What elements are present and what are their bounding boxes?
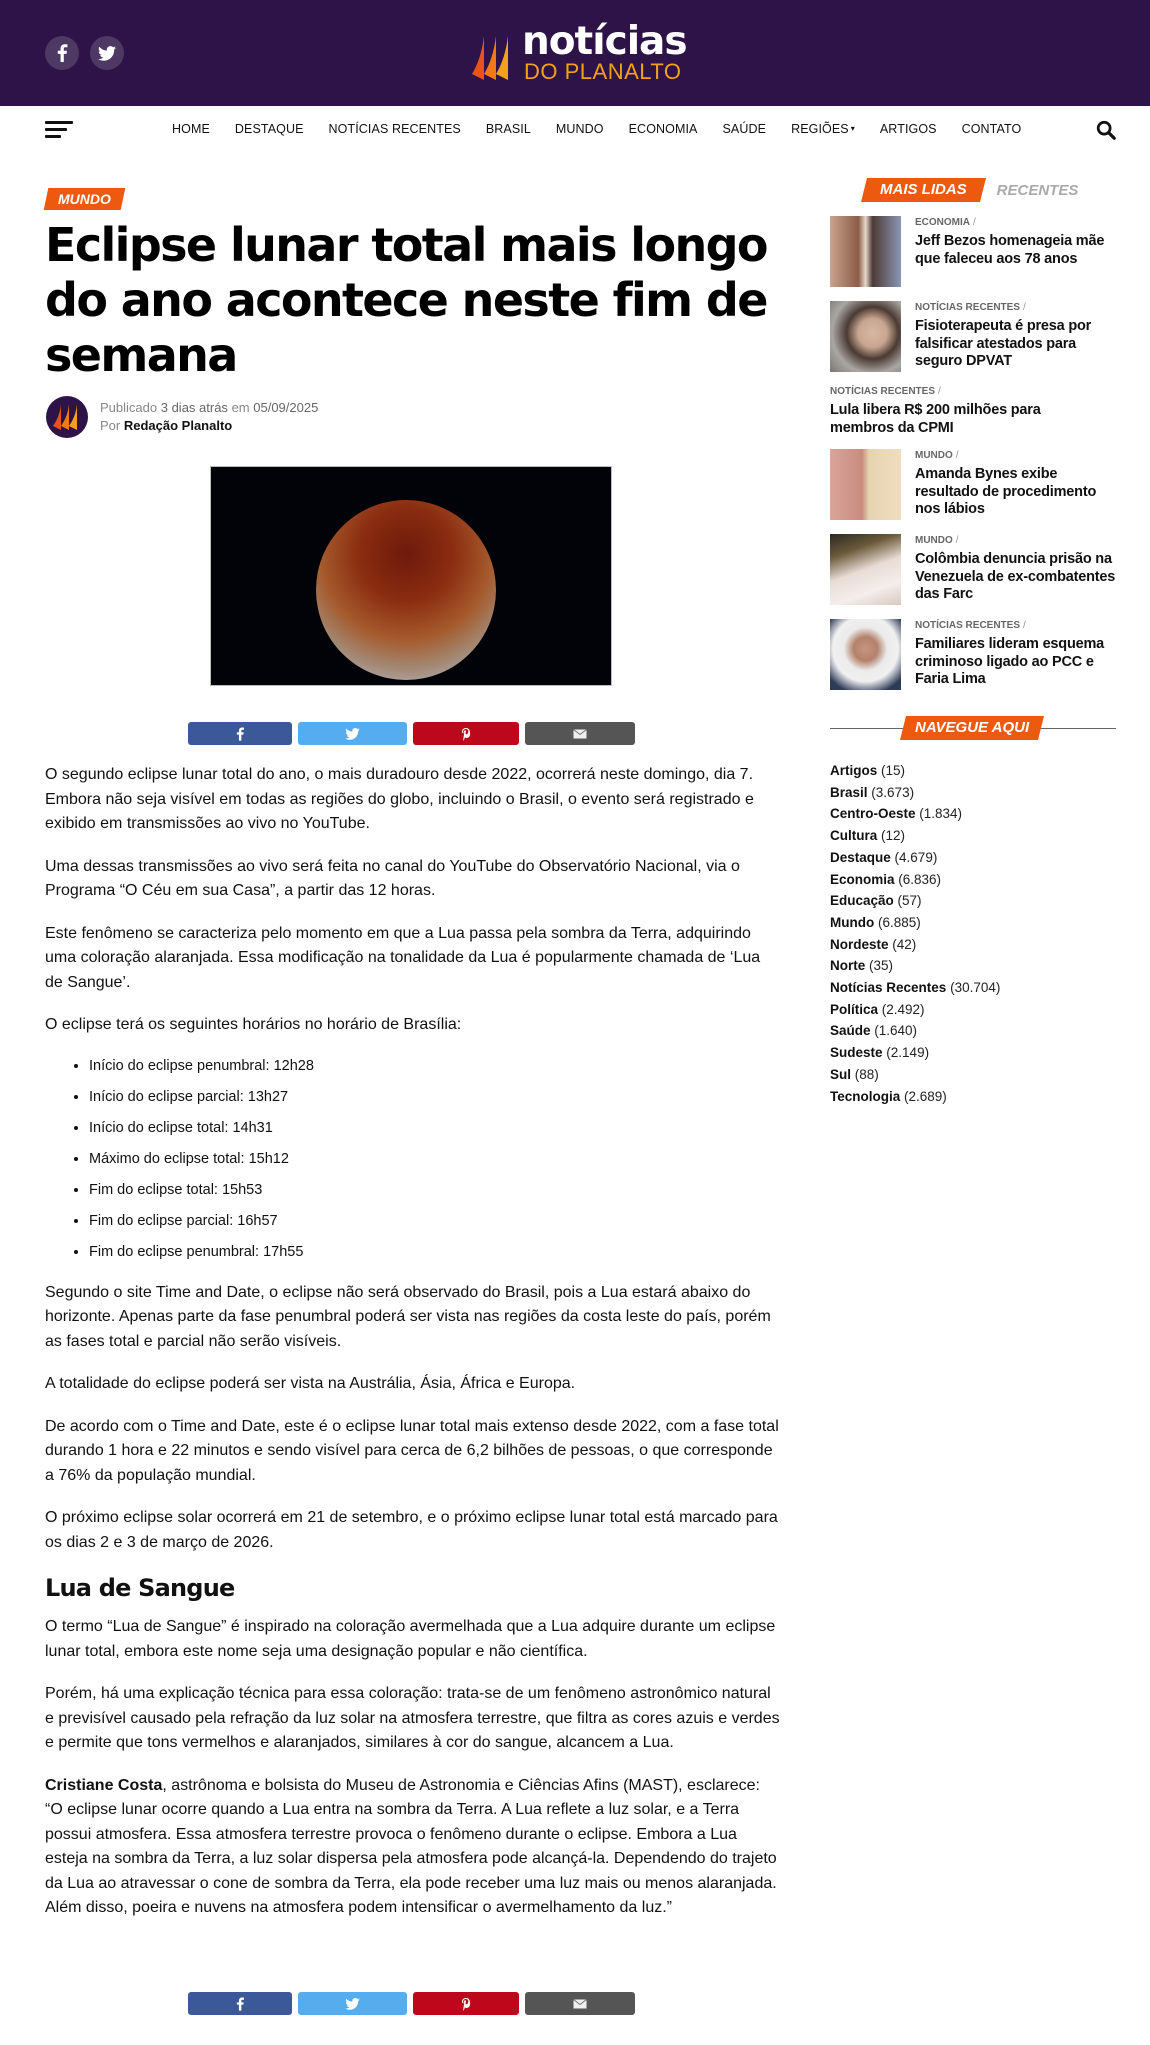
article-title-link[interactable]: Jeff Bezos homenageia mãe que faleceu aos 78 anos: [915, 233, 1105, 267]
quote-paragraph: [45, 1774, 780, 1921]
pinterest-icon: [461, 727, 471, 741]
category-item[interactable]: Política (2.492): [830, 1001, 925, 1017]
article-thumbnail[interactable]: [830, 449, 901, 520]
category-item[interactable]: Nordeste (42): [830, 936, 917, 952]
category-item[interactable]: Tecnologia (2.689): [830, 1088, 947, 1104]
logo-subtitle: DO PLANALTO: [524, 59, 682, 84]
paragraph: Porém, há uma explicação técnica para essa coloração: trata-se de um fenômeno astronômico natural e previsível causado pela refração da luz solar na atmosfera terrestre, que filtra as cores azuis e verdes e permite que tons vermelhos e alaranjados, similares à cor do sangue, alcancem a Lua.: [45, 1685, 780, 1751]
paragraph: De acordo com o Time and Date, este é o eclipse lunar total mais extenso desde 2022, com a fase total durando 1 hora e 22 minutos e sendo visível para cerca de 6,2 bilhões de pessoas, o que corresponde a 76% da população mundial.: [45, 1417, 779, 1484]
hamburger-icon-line: [45, 135, 61, 138]
article-thumbnail[interactable]: [830, 216, 901, 287]
nav-item-economia[interactable]: ECONOMIA: [628, 122, 698, 136]
category-item[interactable]: Sudeste (2.149): [830, 1045, 930, 1061]
nav-item-saude[interactable]: SAÚDE: [722, 122, 767, 136]
article-thumbnail[interactable]: [830, 619, 901, 690]
category-item[interactable]: Centro-Oeste (1.834): [830, 806, 963, 822]
byline: Por Redação Planalto: [100, 418, 233, 433]
site-logo[interactable]: [472, 19, 692, 86]
share-pinterest-button[interactable]: [413, 1992, 519, 2015]
nav-item-destaque[interactable]: DESTAQUE: [234, 122, 304, 136]
list-item: • Fim do eclipse penumbral: 17h55: [89, 1242, 780, 1263]
nav-item-brasil[interactable]: BRASIL: [485, 122, 531, 136]
list-item: • Início do eclipse parcial: 13h27: [89, 1087, 780, 1108]
category-item[interactable]: Brasil (3.673): [830, 784, 915, 800]
article-body: [45, 763, 780, 1939]
nav-menu: [172, 106, 1046, 152]
article-title-link[interactable]: Fisioterapeuta é presa por falsificar atestados para seguro DPVAT: [915, 318, 1092, 369]
twitter-link[interactable]: [90, 36, 124, 70]
facebook-link[interactable]: [45, 36, 79, 70]
category-item[interactable]: Saúde (1.640): [830, 1023, 918, 1039]
sidebar-tabs: [864, 178, 1078, 202]
section-heading: Lua de Sangue: [45, 1574, 235, 1602]
paragraph: O eclipse terá os seguintes horários no horário de Brasília:: [45, 1016, 462, 1033]
list-item: • Máximo do eclipse total: 15h12: [89, 1149, 780, 1170]
twitter-icon: [98, 46, 116, 61]
article-category[interactable]: MUNDO /: [915, 450, 959, 461]
category-tag[interactable]: MUNDO: [44, 188, 126, 210]
share-facebook-button[interactable]: [188, 722, 292, 745]
category-item[interactable]: Norte (35): [830, 958, 894, 974]
twitter-icon: [345, 1998, 360, 2010]
share-facebook-button[interactable]: [188, 1992, 292, 2015]
sidebar-article[interactable]: [830, 385, 1120, 437]
author-link[interactable]: Redação Planalto: [123, 418, 233, 433]
nav-item-home[interactable]: HOME: [172, 122, 210, 136]
article-category[interactable]: NOTÍCIAS RECENTES /: [915, 620, 1026, 631]
facebook-icon: [236, 1997, 244, 2011]
category-item[interactable]: Destaque (4.679): [830, 849, 938, 865]
share-bar-top: [188, 722, 635, 745]
logo-title: notícias: [522, 19, 687, 64]
nav-item-regioes-label: REGIÕES: [791, 122, 849, 136]
blood-moon-image: [316, 500, 496, 680]
facebook-icon: [56, 44, 68, 62]
article-title-link[interactable]: Colômbia denuncia prisão na Venezuela de ex-combatentes das Farc: [915, 551, 1116, 602]
paragraph: Uma dessas transmissões ao vivo será feita no canal do YouTube do Observatório Nacional, via o Programa “O Céu em sua Casa”, a partir das 12 horas.: [45, 857, 740, 899]
site-header: [0, 0, 1150, 106]
paragraph: A totalidade do eclipse poderá ser vista na Austrália, Ásia, África e Europa.: [45, 1375, 576, 1392]
paragraph: Segundo o site Time and Date, o eclipse não será observado do Brasil, pois a Lua estará abaixo do horizonte. Apenas parte da fase penumbral poderá ser vista nas regiões da costa leste do país, porém as fases total e parcial não serão visíveis.: [45, 1283, 771, 1350]
share-bar-bottom: [188, 1992, 635, 2015]
category-item[interactable]: Notícias Recentes (30.704): [830, 980, 1001, 996]
article-category[interactable]: MUNDO /: [915, 535, 959, 546]
twitter-icon: [345, 728, 360, 740]
nav-item-artigos[interactable]: ARTIGOS: [879, 122, 937, 136]
facebook-icon: [236, 727, 244, 741]
featured-image: [210, 466, 612, 686]
chevron-down-icon: ▾: [850, 124, 855, 133]
search-icon[interactable]: [1095, 119, 1117, 141]
eclipse-schedule-list: [89, 1056, 780, 1263]
category-item[interactable]: Mundo (6.885): [830, 914, 921, 930]
category-item[interactable]: Educação (57): [830, 893, 922, 909]
category-item[interactable]: Economia (6.836): [830, 871, 942, 887]
email-icon: [573, 1999, 587, 2009]
list-item: • Fim do eclipse total: 15h53: [89, 1180, 780, 1201]
publish-line: Publicado 3 dias atrás em 05/09/2025: [100, 400, 319, 415]
author-avatar[interactable]: [46, 396, 88, 438]
article-title-link[interactable]: Amanda Bynes exibe resultado de procedimento nos lábios: [915, 466, 1097, 517]
article-title-link[interactable]: Familiares lideram esquema criminoso ligado ao PCC e Faria Lima: [915, 636, 1105, 687]
logo-mark-icon: [472, 34, 518, 84]
share-email-button[interactable]: [525, 722, 635, 745]
tab-recentes[interactable]: RECENTES: [996, 181, 1079, 199]
widget-title: [830, 716, 1116, 740]
article-thumbnail[interactable]: [830, 534, 901, 605]
article-title: Eclipse lunar total mais longo do ano acontece neste fim de semana: [45, 218, 767, 382]
publish-date: 05/09/2025: [253, 400, 319, 415]
paragraph: O segundo eclipse lunar total do ano, o mais duradouro desde 2022, ocorrerá neste domingo, dia 7. Embora não seja visível em todas as regiões do globo, incluindo o Brasil, o evento será registrado e exibido em transmissões ao vivo no YouTube.: [45, 766, 754, 832]
hamburger-icon-line: [45, 128, 67, 131]
menu-button[interactable]: [45, 121, 73, 141]
tab-mais-lidas[interactable]: MAIS LIDAS: [861, 178, 986, 202]
widget-title-label: NAVEGUE AQUI: [900, 716, 1044, 740]
list-item: • Início do eclipse penumbral: 12h28: [89, 1056, 780, 1077]
paragraph: Este fenômeno se caracteriza pelo momento em que a Lua passa pela sombra da Terra, adquirindo uma coloração alaranjada. Essa modificação na tonalidade da Lua é popularmente chamada de ‘Lua de Sangue’.: [45, 924, 761, 991]
nav-item-mundo[interactable]: MUNDO: [555, 122, 604, 136]
pinterest-icon: [461, 1997, 471, 2011]
share-pinterest-button[interactable]: [413, 722, 519, 745]
nav-item-regioes[interactable]: [791, 122, 855, 136]
category-item[interactable]: Cultura (12): [830, 828, 906, 844]
category-item[interactable]: Artigos (15): [830, 763, 906, 778]
paragraph: O próximo eclipse solar ocorrerá em 21 de setembro, e o próximo eclipse lunar total está marcado para os dias 2 e 3 de março de 2026.: [45, 1509, 778, 1551]
quote-text: , astrônoma e bolsista do Museu de Astronomia e Ciências Afins (MAST), esclarece: “O eclipse lunar ocorre quando a Lua entra na sombra da Terra. A Lua reflete a luz solar, e a Terra possui atmosfera. Essa atmosfera terrestre provoca o fenômeno durante o eclipse. Embora a Lua esteja na sombra da Terra, a luz solar dispersa pela atmosfera pode alcançá-la. Dependendo do trajeto da Lua ao atravessar o cone de sombra da Terra, ela pode receber uma luz mais ou menos alaranjada. Além disso, poeira e nuvens na atmosfera podem intensificar o avermelhamento da luz.”: [45, 1776, 777, 1916]
article-title-link[interactable]: Lula libera R$ 200 milhões para membros da CPMI: [830, 402, 1041, 436]
nav-item-noticias-recentes[interactable]: NOTÍCIAS RECENTES: [328, 122, 461, 136]
article-category[interactable]: NOTÍCIAS RECENTES /: [830, 386, 941, 397]
email-icon: [573, 729, 587, 739]
share-twitter-button[interactable]: [298, 1992, 407, 2015]
relative-time: 3 dias atrás: [160, 400, 228, 415]
share-twitter-button[interactable]: [298, 722, 407, 745]
list-item: • Fim do eclipse parcial: 16h57: [89, 1211, 780, 1232]
nav-item-contato[interactable]: CONTATO: [961, 122, 1022, 136]
article-category[interactable]: ECONOMIA /: [915, 217, 976, 228]
logo-mark-icon: [46, 396, 88, 438]
category-item[interactable]: Sul (88): [830, 1066, 879, 1082]
quote-speaker: Cristiane Costa: [45, 1776, 163, 1794]
main-nav: [0, 106, 1150, 152]
article-thumbnail[interactable]: [830, 301, 901, 372]
category-list: [830, 760, 1000, 1107]
paragraph: O termo “Lua de Sangue” é inspirado na coloração avermelhada que a Lua adquire durante um eclipse lunar total, embora este nome seja uma designação popular e não científica.: [45, 1618, 776, 1660]
hamburger-icon: [45, 121, 73, 124]
share-email-button[interactable]: [525, 1992, 635, 2015]
article-category[interactable]: NOTÍCIAS RECENTES /: [915, 302, 1026, 313]
list-item: • Início do eclipse total: 14h31: [89, 1118, 780, 1139]
article-meta: [100, 399, 318, 435]
